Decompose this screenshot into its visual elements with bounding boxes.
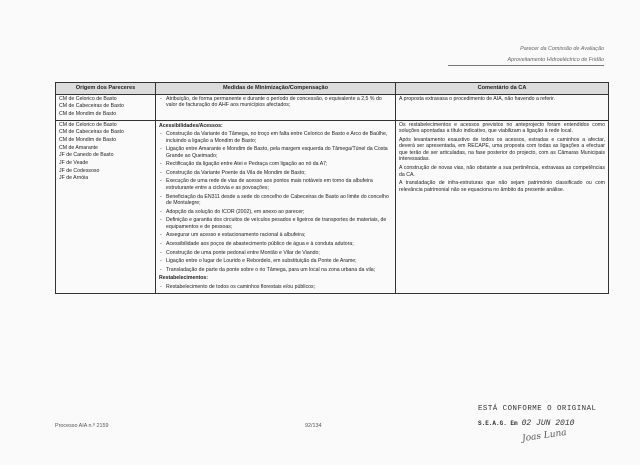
footer-process-number: Processo AIA n.º 2159: [55, 423, 109, 429]
measure-item: - Beneficiação da EN311 desde a sede do concelho de Cabeceiras de Basto ao limite do concelho de Montalegre;: [159, 194, 392, 207]
measure-item: - Construção da Variante Poente da Vila de Mondim de Basto;: [159, 170, 392, 177]
header-divider: [448, 65, 604, 66]
measure-item: - Adopção da solução do ICOR (2002), em anexo ao parecer;: [159, 209, 392, 216]
origin-entity: CM de Celorico de Basto: [59, 121, 117, 128]
measure-item: - Ligação entre Amarante e Mondim de Basto, pela margem esquerda do Tâmega/Túnel da Costa Grande ao Queimado;: [159, 146, 392, 159]
comment-paragraph: A transladação de infra-estruturas que não sejam património classificado ou com relevância patrimonial não se equaciona no âmbito da presente análise.: [399, 180, 605, 193]
origin-entity: JF de Veade: [59, 160, 89, 166]
measure-item: - Execução de uma rede de vias de acesso aos pontos mais notáveis em torno da albufeira estruturante entre a ciclovia e as povoações;: [159, 178, 392, 191]
comment-paragraph: Após levantamento exaustivo de todos os acessos, estradas e caminhos a afectar, deverá ser apresentada, em RECAPE, uma proposta com todas as ligações a efectuar que terão de ser articuladas, na fase posterior do projecto, com as Câmaras Municipais interessadas.: [399, 136, 605, 163]
column-header-comment: Comentário da CA: [396, 83, 609, 95]
measure-item: - Restabelecimento de todos os caminhos florestais e/ou públicos;: [159, 284, 392, 291]
handwritten-signature: Joas Luna: [521, 427, 568, 445]
measure-item: - Assegurar um acesso e estacionamento racional à albufeira;: [159, 232, 392, 239]
origin-entity: CM de Cabeceiras de Basto: [59, 103, 124, 110]
origin-entity: CM de Mondim de Basto: [59, 110, 117, 117]
measures-section-title: Acessibilidades/Acessos:: [159, 122, 223, 129]
certification-stamp: ESTÁ CONFORME O ORIGINAL: [478, 405, 597, 413]
origin-cell: [56, 120, 156, 294]
column-header-origin: Origem dos Pareceres: [56, 83, 156, 95]
measure-item: - Construção da Variante do Tâmega, no troço em falta entre Celorico de Basto e Arco de Baúlhe, incluindo a ligação a Mondim de Basto;: [159, 131, 392, 144]
comment-paragraph: A proposta extravasa o procedimento de AIA, não havendo a referir.: [399, 95, 556, 102]
origin-entity: JF de Canedo de Basto: [59, 152, 114, 159]
table-row: [56, 120, 609, 294]
measure-item: - Transladação de parte da ponte sobre o rio Tâmega, para um local na zona urbana da vila;: [159, 267, 392, 274]
measures-cell: [156, 120, 396, 294]
table-header-row: [56, 83, 609, 95]
origin-entity: JF de Arnóia: [59, 175, 89, 182]
footer-page-number: 92/134: [305, 423, 322, 429]
origin-entity: CM de Mondim de Basto: [59, 136, 117, 143]
header-document-title: Parecer da Comissão de Avaliação: [520, 46, 604, 52]
measure-item: - Atribuição, de forma permanente e durante o período de concessão, o equivalente a 2,5 % do valor de facturação do AHF aos municípios afectados;: [159, 96, 392, 109]
origin-entity: CM de Cabeceiras de Basto: [59, 129, 124, 136]
comment-cell: [396, 94, 609, 120]
origin-entity: CM de Celorico de Basto: [59, 95, 117, 102]
measure-item: - Construção de uma ponte pedonal entre Montão e Vilar de Viando;: [159, 250, 392, 257]
measure-item: - Ligação entre o lugar de Lourido e Rebordelo, em substituição da Ponte de Arame;: [159, 258, 392, 265]
measures-section-title: Restabelecimentos:: [159, 275, 209, 282]
comment-paragraph: Os restabelecimentos e acessos previstos no anteprojecto foram entendidos como soluções apontadas a título indicativo, que viabilizam a ligação à rede local.: [399, 121, 605, 135]
origin-entity: CM de Amarante: [59, 144, 98, 151]
measure-item: - Rectificação da ligação entre Atei e Pedraça com ligação ao nó da A7;: [159, 161, 392, 168]
comment-paragraph: A construção de novas vias, não obstante a sua pertinência, extravasa as competências da CA.: [399, 165, 605, 178]
origin-cell: [56, 94, 156, 120]
stamp-date-line: [478, 419, 574, 428]
measure-item: - Definição e garantia dos circuitos de veículos pesados e ligeiros de transportes de materiais, de equipamentos e de pessoas;: [159, 217, 392, 230]
column-header-measures: Medidas de Minimização/Compensação: [156, 83, 396, 95]
measures-cell: [156, 94, 396, 120]
opinions-table: [55, 82, 609, 294]
stamp-date: 02 JUN 2010: [521, 419, 575, 428]
stamp-office: S.E.A.G. Em: [478, 420, 518, 427]
header-project-name: Aproveitamento Hidroeléctrico de Fridão: [507, 57, 604, 63]
comment-cell: [396, 120, 609, 294]
table-row: [56, 94, 609, 120]
origin-entity: JF de Codessoso: [59, 167, 100, 174]
measure-item: - Acessibilidade aos poços de abastecimento público de água e à conduta adutora;: [159, 241, 392, 248]
